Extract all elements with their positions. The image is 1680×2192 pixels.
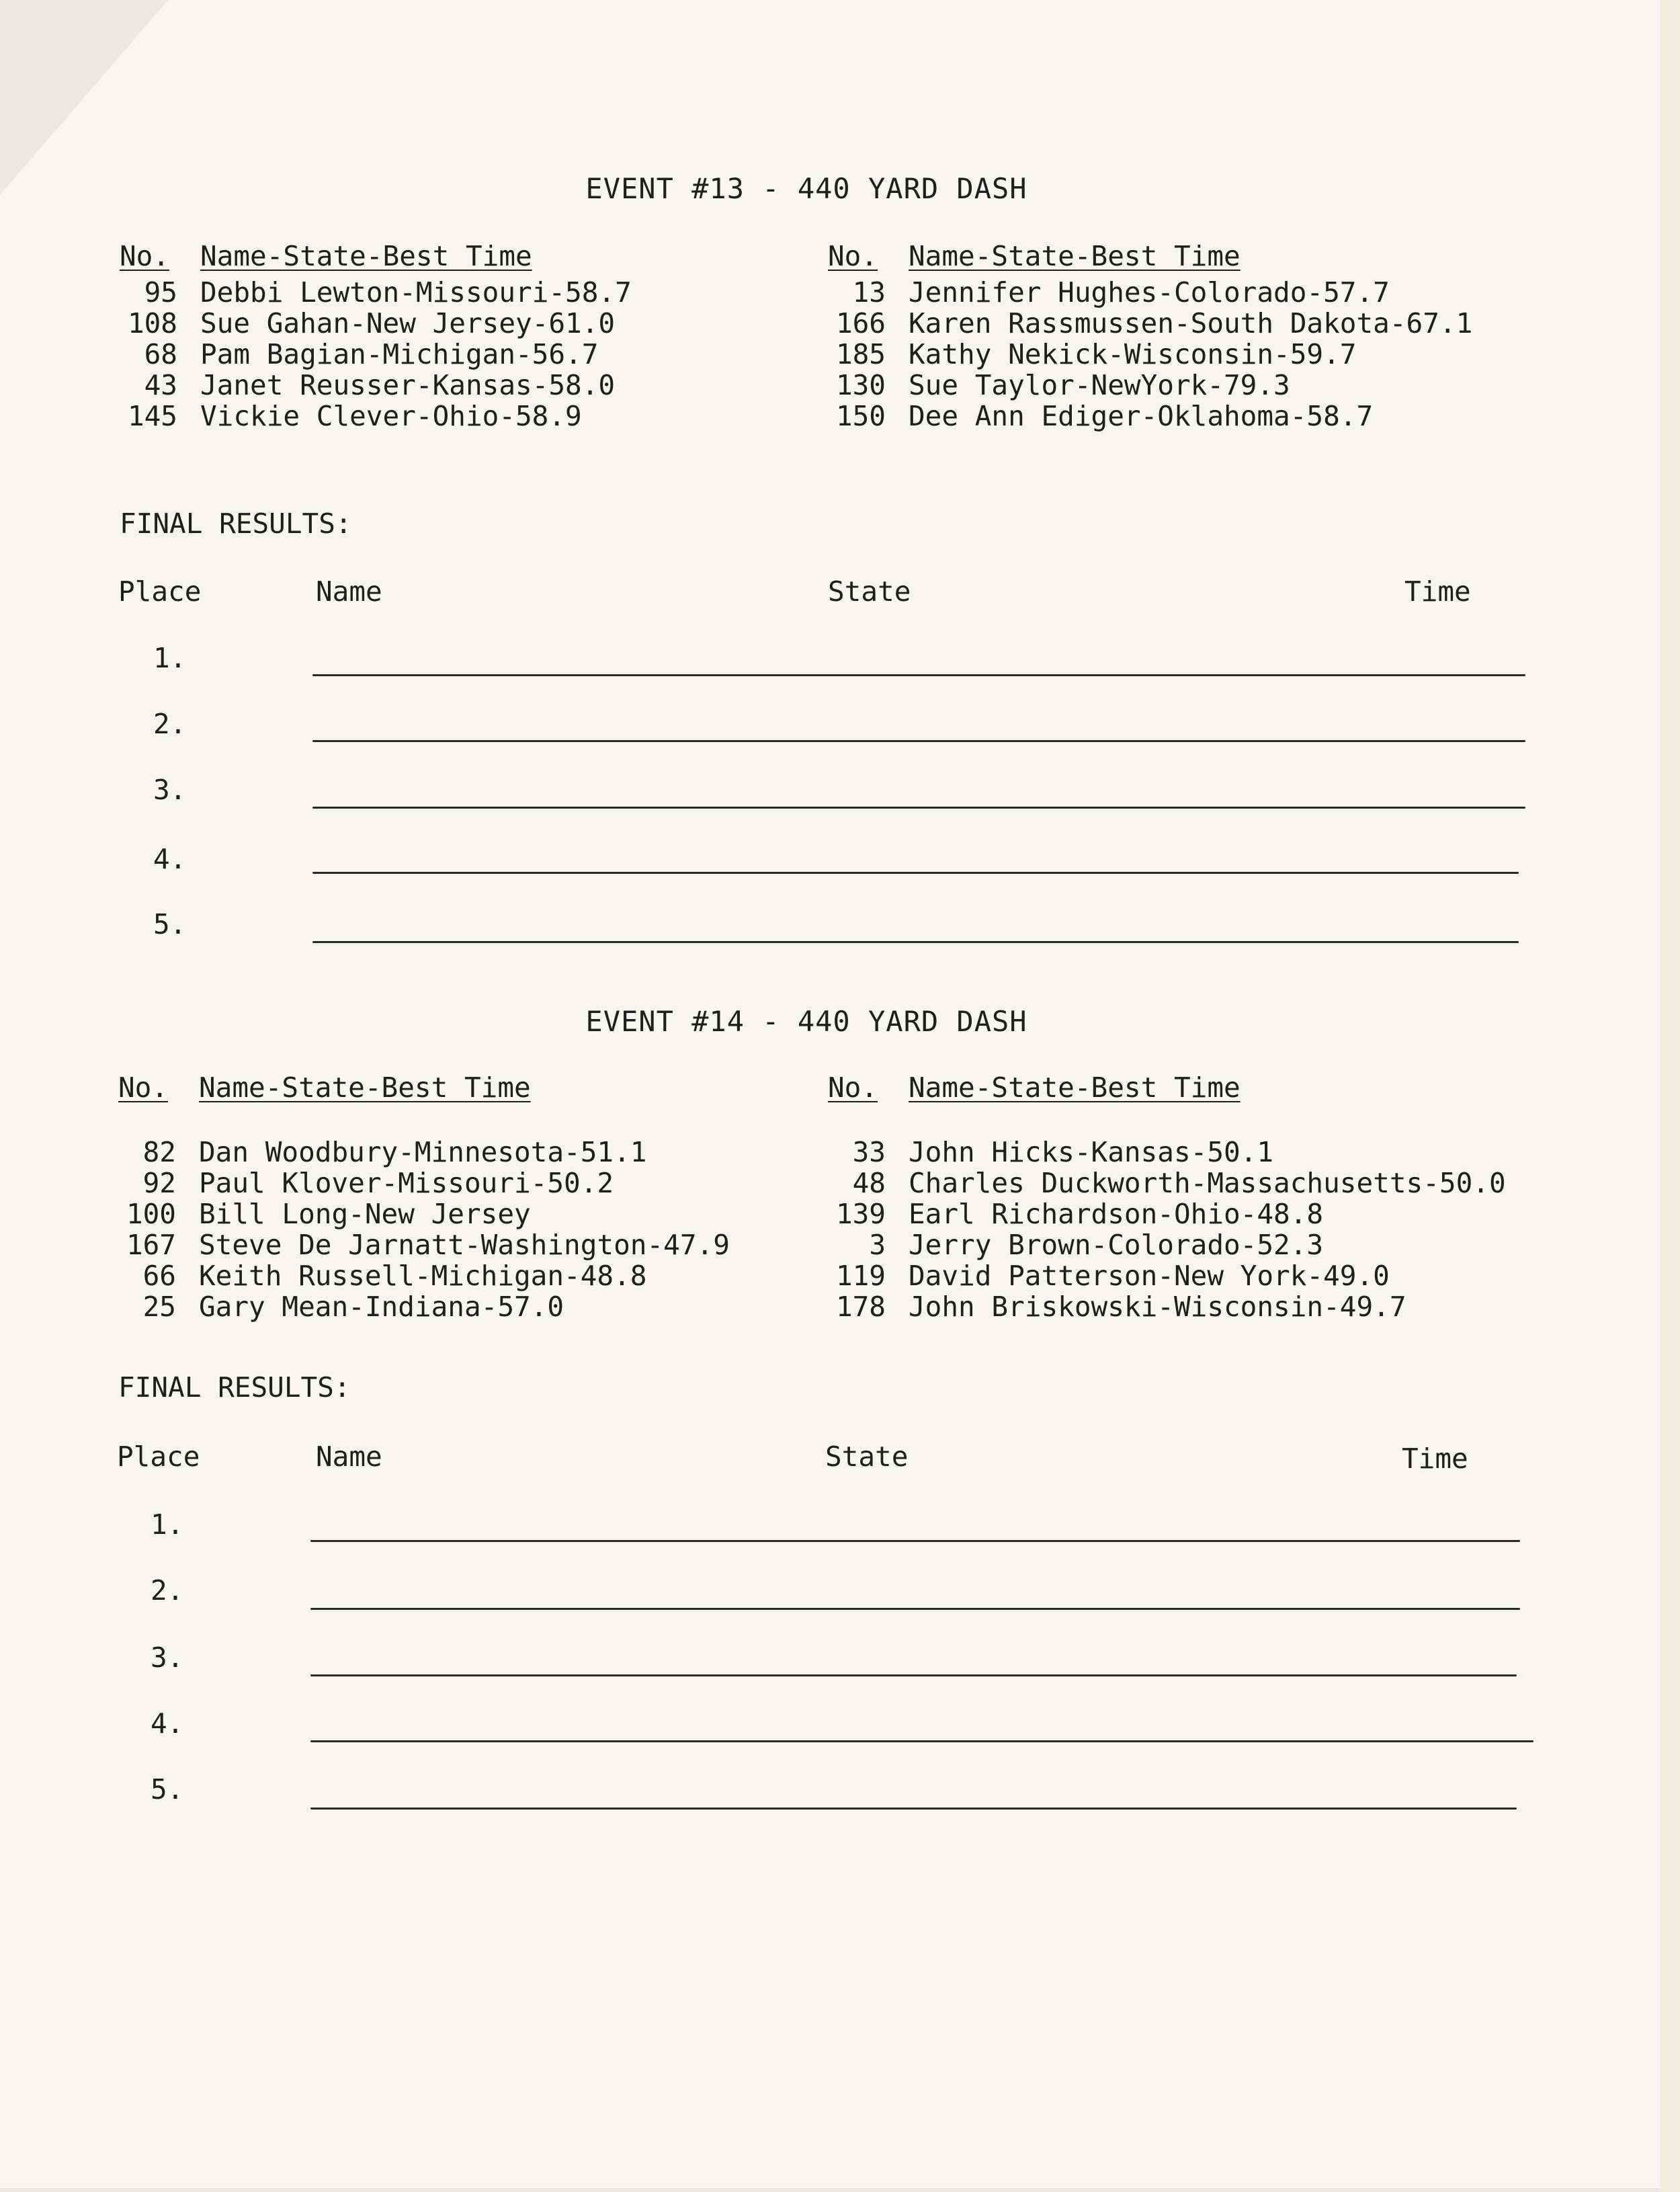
entry-row <box>828 1291 1506 1322</box>
entry-text: Bill Long-New Jersey <box>199 1198 531 1230</box>
result-line-2[interactable] <box>312 740 1525 742</box>
entry-number: 166 <box>835 307 886 339</box>
entry-text: Vickie Clever-Ohio-58.9 <box>200 400 582 432</box>
event-13-title: EVENT #13 - 440 YARD DASH <box>585 172 1027 205</box>
entry-number: 48 <box>852 1167 886 1199</box>
entry-number: 108 <box>127 307 177 339</box>
entry-row <box>118 1137 730 1168</box>
name-column-label: Name <box>316 575 382 608</box>
entry-text: David Patterson-New York-49.0 <box>909 1260 1390 1292</box>
entry-number: 68 <box>144 338 177 370</box>
place-number: 5. <box>153 908 187 940</box>
name-state-time-header: Name-State-Best Time <box>909 240 1241 272</box>
result-line-4[interactable] <box>312 872 1519 874</box>
entry-number: 82 <box>142 1136 176 1168</box>
result-line-3[interactable] <box>310 1674 1517 1676</box>
entry-row <box>828 1229 1506 1260</box>
no-header: No. <box>120 240 170 272</box>
place-column-label: Place <box>117 1440 200 1473</box>
no-header: No. <box>828 240 878 272</box>
state-column-label: State <box>828 575 911 608</box>
entry-number: 119 <box>835 1260 886 1292</box>
result-line-4[interactable] <box>310 1740 1534 1742</box>
entry-row <box>118 1291 730 1322</box>
left-column-header <box>118 1072 730 1108</box>
entry-text: Janet Reusser-Kansas-58.0 <box>200 369 616 401</box>
entry-row <box>120 308 632 339</box>
entry-row <box>118 1168 730 1199</box>
entry-row <box>828 1199 1506 1229</box>
entry-text: Dan Woodbury-Minnesota-51.1 <box>199 1136 647 1168</box>
event-14-left-column <box>118 1072 730 1322</box>
entry-row <box>118 1229 730 1260</box>
result-line-2[interactable] <box>310 1608 1520 1610</box>
entry-text: John Briskowski-Wisconsin-49.7 <box>909 1291 1406 1323</box>
entry-text: Jerry Brown-Colorado-52.3 <box>909 1229 1324 1261</box>
entry-row <box>120 277 632 308</box>
place-number: 3. <box>151 1641 184 1674</box>
entry-row <box>828 308 1472 339</box>
entry-text: Keith Russell-Michigan-48.8 <box>199 1260 647 1292</box>
entry-number: 150 <box>835 400 886 432</box>
entry-number: 100 <box>126 1198 176 1230</box>
state-column-label: State <box>825 1440 909 1473</box>
name-state-time-header: Name-State-Best Time <box>200 240 532 272</box>
entry-row <box>828 1168 1506 1199</box>
entry-number: 25 <box>142 1291 176 1323</box>
entry-text: Steve De Jarnatt-Washington-47.9 <box>199 1229 730 1261</box>
entry-row <box>828 339 1472 370</box>
right-column-header <box>828 241 1472 277</box>
entry-text: Jennifer Hughes-Colorado-57.7 <box>909 276 1390 309</box>
place-number: 1. <box>151 1508 184 1541</box>
entry-number: 139 <box>835 1198 886 1230</box>
entry-text: Kathy Nekick-Wisconsin-59.7 <box>909 338 1357 370</box>
entry-number: 66 <box>142 1260 176 1292</box>
entry-text: Earl Richardson-Ohio-48.8 <box>909 1198 1324 1230</box>
place-number: 1. <box>153 642 187 674</box>
entry-row <box>828 1137 1506 1168</box>
entry-number: 92 <box>142 1167 176 1199</box>
entry-number: 13 <box>852 276 886 309</box>
event-14-title: EVENT #14 - 440 YARD DASH <box>585 1005 1027 1038</box>
event-13-left-column <box>120 241 632 432</box>
paper-back-edge <box>1660 0 1680 2192</box>
final-results-label: FINAL RESULTS: <box>120 508 352 540</box>
result-line-1[interactable] <box>312 674 1525 676</box>
event-14-right-column <box>828 1072 1506 1322</box>
place-number: 4. <box>151 1707 184 1740</box>
entry-row <box>828 370 1472 401</box>
entry-row <box>120 370 632 401</box>
entry-text: Pam Bagian-Michigan-56.7 <box>200 338 599 370</box>
no-header: No. <box>118 1071 169 1104</box>
name-state-time-header: Name-State-Best Time <box>199 1071 531 1104</box>
entry-number: 3 <box>869 1229 886 1261</box>
entry-row <box>120 339 632 370</box>
right-column-header <box>828 1072 1506 1108</box>
left-column-header <box>120 241 632 277</box>
entry-number: 178 <box>835 1291 886 1323</box>
entry-row <box>120 401 632 432</box>
place-number: 2. <box>153 708 187 740</box>
result-line-3[interactable] <box>312 807 1525 809</box>
place-column-label: Place <box>118 575 202 608</box>
entry-number: 43 <box>144 369 177 401</box>
entry-number: 33 <box>852 1136 886 1168</box>
name-column-label: Name <box>316 1440 382 1473</box>
entry-number: 145 <box>127 400 177 432</box>
result-line-1[interactable] <box>310 1540 1520 1542</box>
entry-text: Sue Gahan-New Jersey-61.0 <box>200 307 616 339</box>
entry-text: Sue Taylor-NewYork-79.3 <box>909 369 1290 401</box>
place-number: 2. <box>151 1574 184 1607</box>
time-column-label: Time <box>1404 575 1471 608</box>
entry-number: 185 <box>835 338 886 370</box>
event-13-right-column <box>828 241 1472 432</box>
entry-text: Charles Duckworth-Massachusetts-50.0 <box>909 1167 1506 1199</box>
place-number: 4. <box>153 843 187 875</box>
name-state-time-header: Name-State-Best Time <box>909 1071 1241 1104</box>
entry-row <box>118 1199 730 1229</box>
entry-text: Debbi Lewton-Missouri-58.7 <box>200 276 632 309</box>
entry-number: 167 <box>126 1229 176 1261</box>
entry-text: Gary Mean-Indiana-57.0 <box>199 1291 564 1323</box>
entry-number: 130 <box>835 369 886 401</box>
entry-row <box>828 1260 1506 1291</box>
no-header: No. <box>828 1071 878 1104</box>
entry-row <box>828 401 1472 432</box>
result-line-5[interactable] <box>310 1808 1517 1810</box>
place-number: 5. <box>151 1773 184 1805</box>
result-line-5[interactable] <box>312 941 1519 943</box>
entry-text: Paul Klover-Missouri-50.2 <box>199 1167 614 1199</box>
entry-row <box>828 277 1472 308</box>
entry-row <box>118 1260 730 1291</box>
entry-text: Dee Ann Ediger-Oklahoma-58.7 <box>909 400 1374 432</box>
final-results-label: FINAL RESULTS: <box>118 1371 351 1404</box>
time-column-label: Time <box>1402 1443 1468 1475</box>
entry-text: Karen Rassmussen-South Dakota-67.1 <box>909 307 1473 339</box>
entry-text: John Hicks-Kansas-50.1 <box>909 1136 1274 1168</box>
place-number: 3. <box>153 774 187 806</box>
entry-number: 95 <box>144 276 177 309</box>
